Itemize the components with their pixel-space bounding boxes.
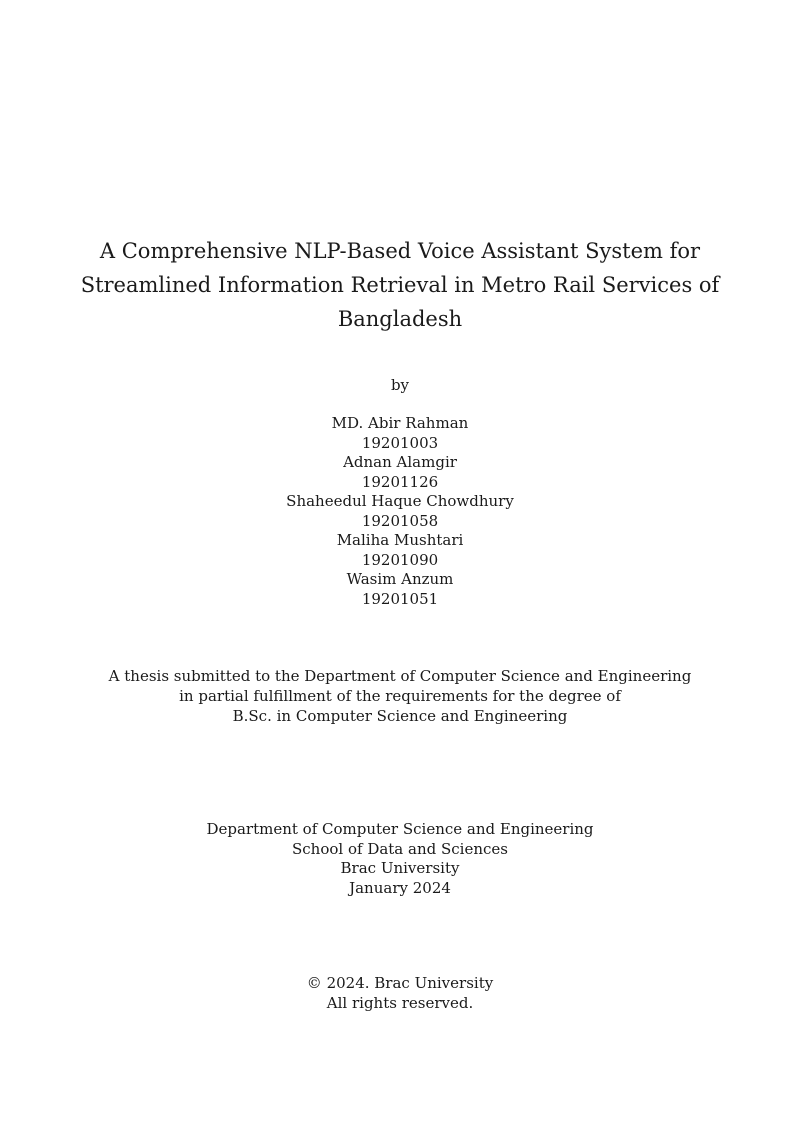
author-name: Adnan Alamgir — [343, 453, 457, 471]
thesis-statement-line-1: A thesis submitted to the Department of Computer Science and Engineering — [108, 667, 692, 685]
copyright-block — [0, 974, 800, 1013]
author-id: 19201090 — [361, 550, 439, 569]
title-line-3: Bangladesh — [337, 307, 463, 331]
university-name: Brac University — [340, 859, 460, 877]
author-name: Shaheedul Haque Chowdhury — [286, 492, 514, 510]
author-list — [0, 414, 800, 609]
submission-date: January 2024 — [349, 878, 451, 897]
by-label: by — [390, 376, 410, 394]
author-name: Wasim Anzum — [346, 570, 454, 588]
rights-reserved: All rights reserved. — [326, 993, 474, 1012]
author-id: 19201126 — [361, 472, 439, 491]
thesis-statement-line-2: in partial fulfillment of the requirements for the degree of — [179, 687, 621, 705]
thesis-statement-line-3: B.Sc. in Computer Science and Engineering — [232, 707, 568, 725]
school-name: School of Data and Sciences — [292, 839, 508, 858]
author-name: MD. Abir Rahman — [331, 414, 469, 432]
copyright-notice: © 2024. Brac University — [306, 974, 494, 992]
affiliation-block — [0, 820, 800, 898]
author-name: Maliha Mushtari — [336, 531, 464, 549]
author-id: 19201058 — [361, 511, 439, 530]
thesis-title — [0, 234, 800, 336]
title-line-1: A Comprehensive NLP-Based Voice Assistant System for — [99, 239, 701, 263]
department-name: Department of Computer Science and Engineering — [206, 820, 594, 838]
author-id: 19201051 — [361, 589, 439, 608]
author-id: 19201003 — [361, 433, 439, 452]
thesis-statement — [0, 666, 800, 726]
title-line-2: Streamlined Information Retrieval in Metro Rail Services of — [80, 273, 720, 297]
